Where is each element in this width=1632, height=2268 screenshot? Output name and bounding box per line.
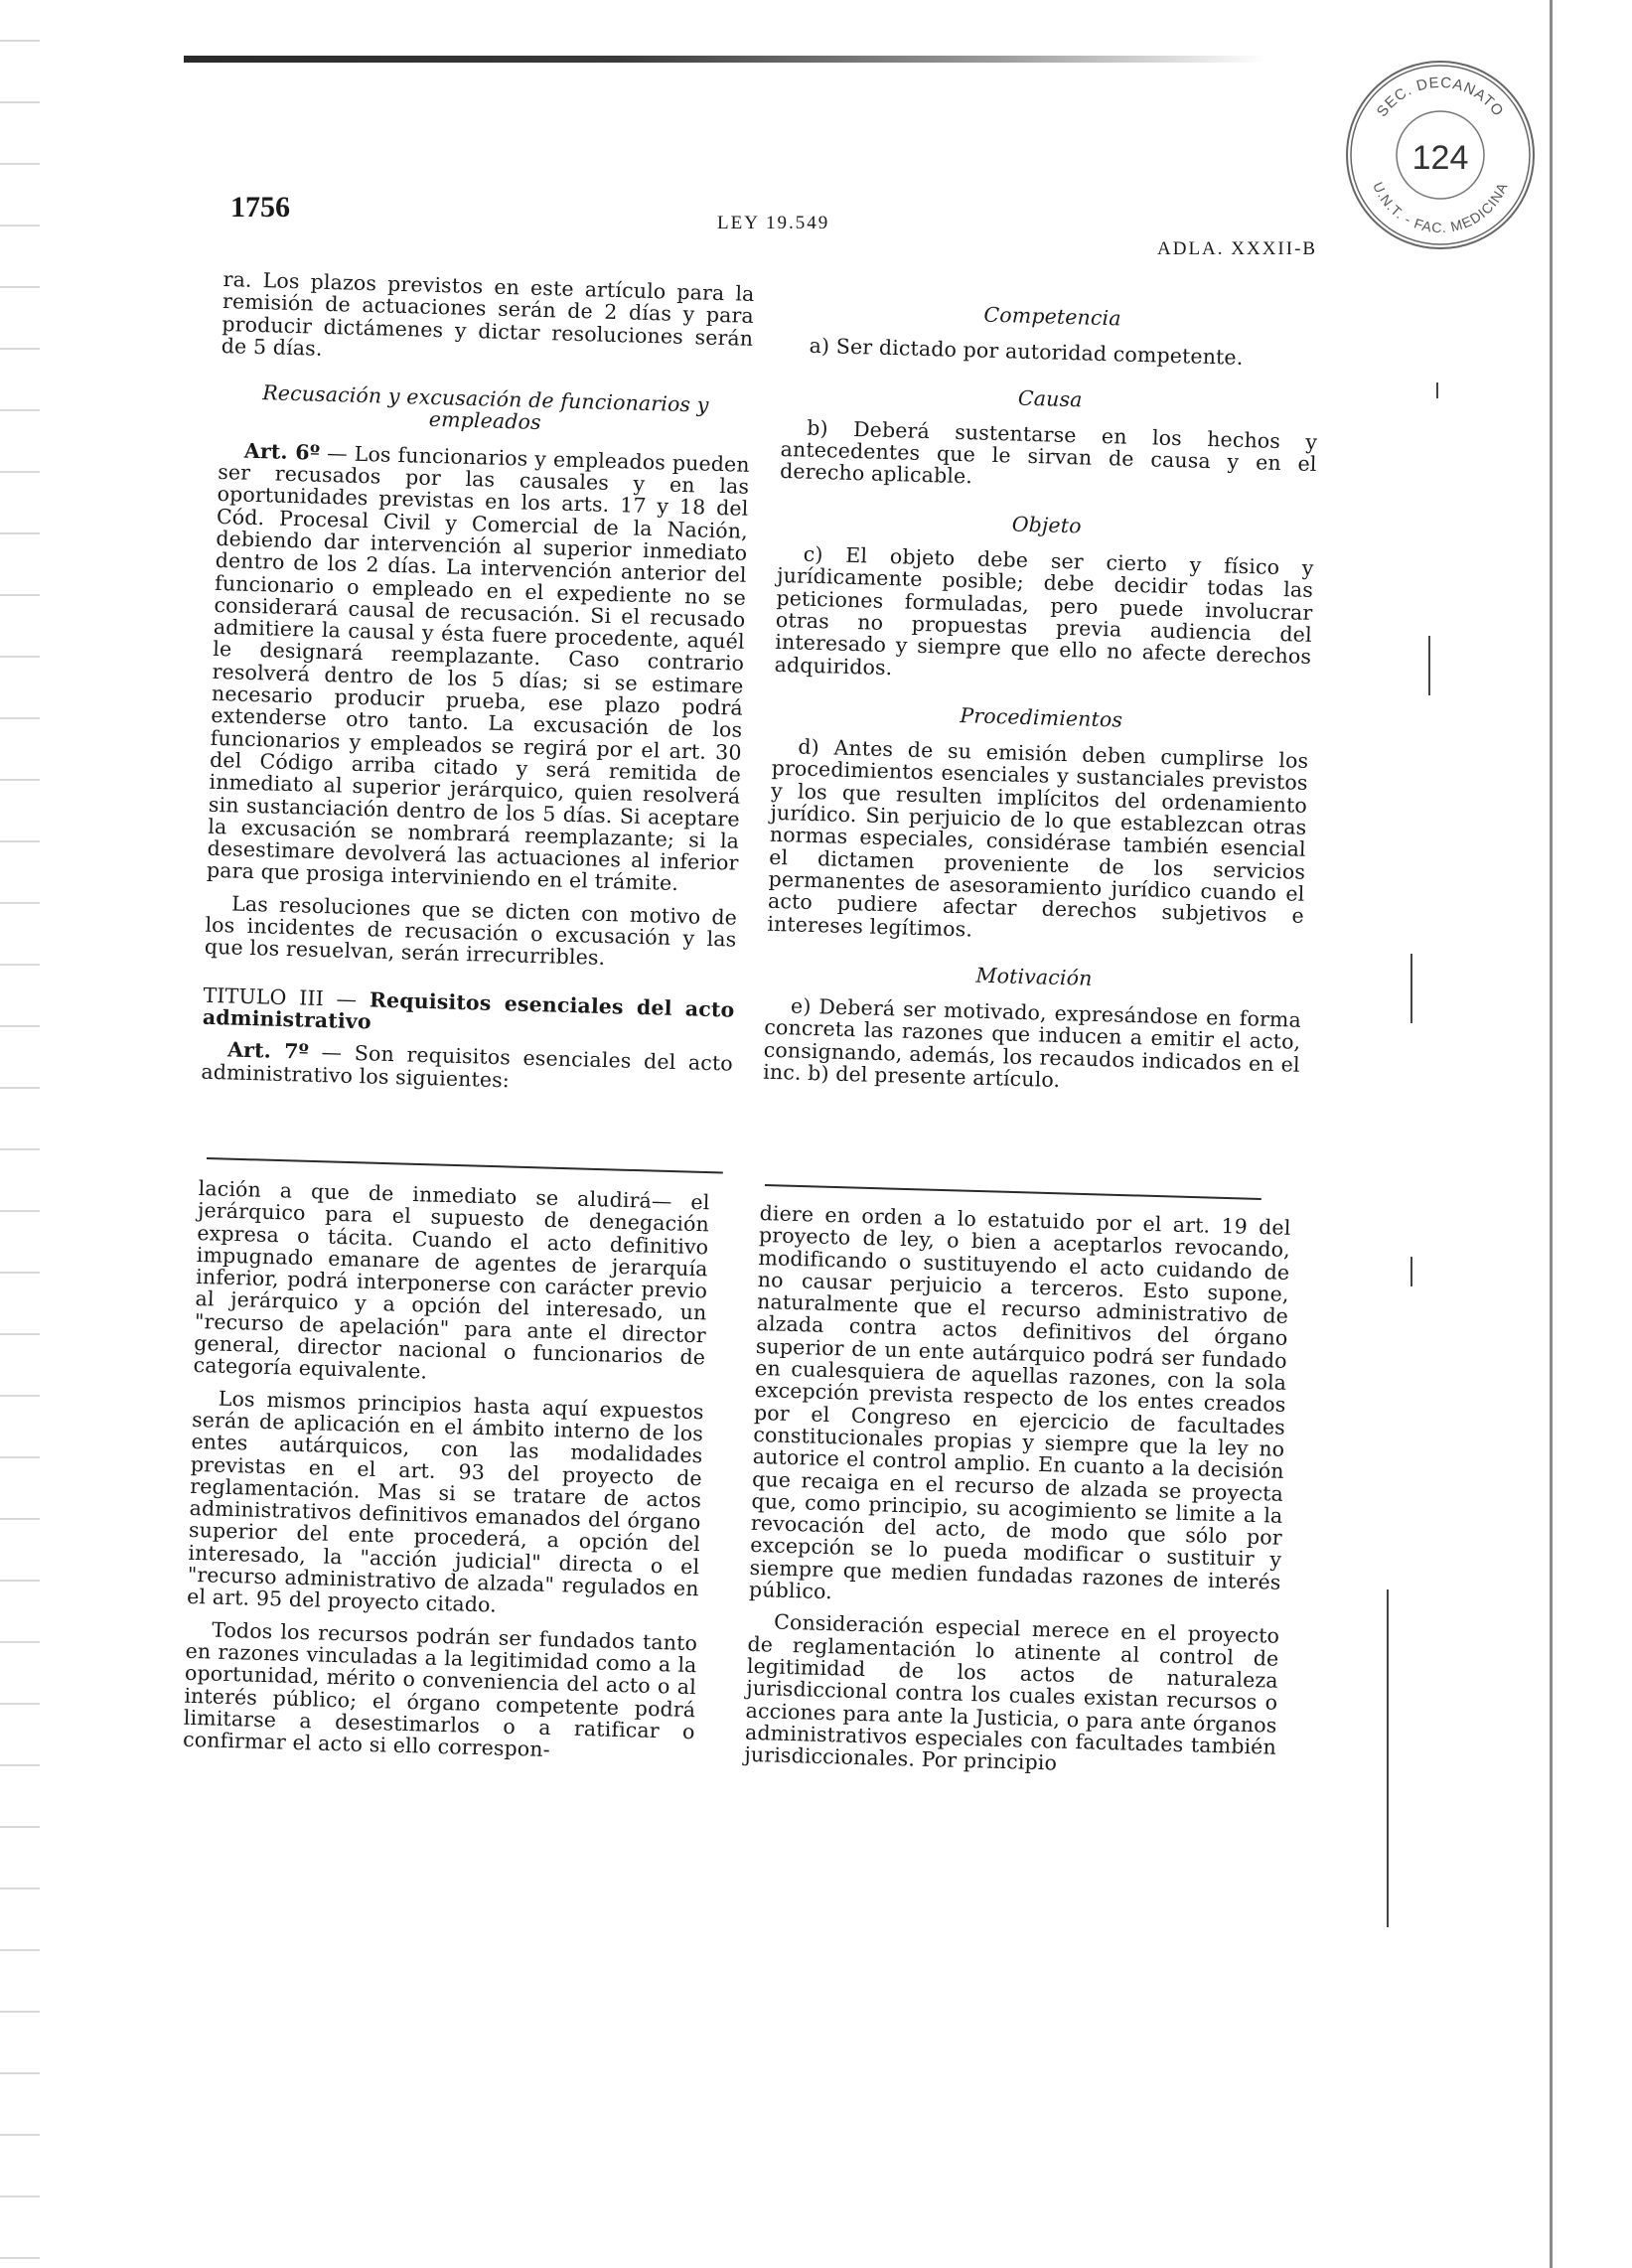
margin-line [1410, 954, 1412, 1023]
page-edge-line [1550, 0, 1553, 2268]
item-c-objeto: c) El objeto debe ser cierto y físico y jurídicamente posible; debe decidir todas las peticiones formuladas, pero puede involucrar otras no propuestas previa audiencia del interesado y siempre que ello no afecte derechos adquiridos. [774, 541, 1314, 680]
running-header-law: LEY 19.549 [717, 213, 830, 233]
stamp-ring-bottom: U.N.T. - FAC. MEDICINA [1370, 179, 1511, 236]
section-title-motivacion: Motivación [975, 963, 1093, 990]
note-paragraph-1: lación a que de inmediato se aludirá— el jerárquico para el supuesto de denegación expresa o tácita. Cuando el acto definitivo impugnado emanare de agentes de jerarquía inferior, podrá interponerse con carácter previo al jerárquico y a opción del interesado, un "recurso de apelación" para ante el director general, director nacional o funcionarios de categoría equivalente. [193, 1176, 710, 1384]
left-column-bottom [183, 1177, 710, 1775]
item-a-competencia: a) Ser dictado por autoridad competente. [809, 334, 1244, 371]
title-iii-heading [203, 983, 735, 1043]
right-column-top [763, 298, 1321, 1108]
note-paragraph-2: Los mismos principios hasta aquí expuestos serán de aplicación en el ámbito interno de los entes autárquicos, con las modalidades previstas en el art. 93 del proyecto de reglamentación. Mas si se tratare de actos administrativos definitivos emanados del órgano superior del ente procederá, a opción del interesado, la "acción judicial" directa o el "recurso administrativo de alzada" regulados en el art. 95 del proyecto citado. [186, 1386, 704, 1617]
note-paragraph-4: diere en orden a lo estatuido por el art. 19 del proyecto de ley, o bien a aceptarlos revocando, modificando o sustituyendo el acto cuidando de no causar perjuicio a terceros. Esto supone, naturalmente que el recurso administrativo de alzada contra actos definitivos del órgano superior de un ente autárquico podrá ser fundado en cualesquiera de aquellas razones, con la sola excepción prevista respecto de los entes creados por el Congreso en ejercicio de facultades constitucionales propias y siempre que la ley no autorice el control amplio. En cuanto a la decisión que recaiga en el recurso de alzada se proyecta que, como principio, su acogimiento se limite a la revocación del acto, de modo que sólo por excepción se lo pueda modificar o sustituir y siempre que medien fundadas razones de interés público. [748, 1201, 1291, 1604]
right-column-bottom [744, 1202, 1291, 1790]
article-6-text: — Los funcionarios y empleados pueden ser recusados por las causales y en las oportunidades previstas en los arts. 17 y 18 del Cód. Procesal Civil y Comercial de la Nación, debiendo dar intervención al superior inmediato dentro de los 2 días. La intervención anterior del funcionario o empleado en el expediente no se considerará causal de recusación. Si el recusado admitiere la causal y ésta fuere procedente, aquél le designará reemplazante. Caso contrario resolverá dentro de los 5 días; si se estimare necesario producir prueba, ese plazo podrá extenderse otro tanto. La excusación de los funcionarios y empleados se regirá por el art. 30 del Código arriba citado y será remitida de inmediato al superior jerárquico, quien resolverá sin sustanciación dentro de los 5 días. Si aceptare la excusación se nombrará reemplazante; si la desestimare devolverá las actuaciones al inferior para que prosiga interviniendo en el trámite. [206, 440, 751, 896]
margin-tick [1410, 1257, 1412, 1286]
divider-right [765, 1184, 1261, 1200]
margin-line [1428, 636, 1430, 695]
divider-left [207, 1157, 723, 1174]
margin-line [1387, 1589, 1389, 1927]
left-column-top [201, 268, 755, 1107]
article-7-text: — Son requisitos esenciales del acto administrativo los siguientes: [201, 1039, 734, 1092]
item-b-causa: b) Deberá sustentarse en los hechos y antecedentes que le sirvan de causa y en el derecho aplicable. [779, 415, 1318, 489]
running-header-reference: ADLA. XXXII-B [1157, 238, 1318, 259]
article-7 [201, 1038, 733, 1098]
title-iii-text: Requisitos esenciales del acto administrativo [202, 987, 735, 1034]
section-title-competencia: Competencia [983, 302, 1122, 331]
title-iii-lead: TITULO III — [203, 983, 371, 1011]
margin-tick [1436, 382, 1438, 398]
note-paragraph-5: Consideración especial merece en el proyecto de reglamentación lo atinente al control de legitimidad de los actos de naturaleza jurisdiccional contra los cuales existan recursos o acciones para ante la Justicia, o para ante órganos administrativos especiales con facultades también jurisdiccionales. Por principio [744, 1609, 1280, 1775]
note-paragraph-3: Todos los recursos podrán ser fundados tanto en razones vinculadas a la legitimidad como a la oportunidad, mérito o conveniencia del acto o al interés público; el órgano competente podrá limitarse a desestimarlos o a ratificar o confirmar el acto si ello correspon- [182, 1617, 698, 1762]
section-title-procedimientos: Procedimientos [960, 702, 1123, 732]
page-number: 1756 [230, 191, 290, 224]
section-title-objeto: Objeto [1011, 512, 1083, 538]
stamp-number: 124 [1411, 139, 1469, 177]
section-title-causa: Causa [1017, 385, 1083, 411]
faculty-stamp [1343, 58, 1538, 252]
top-rule [184, 56, 1266, 63]
article-6 [207, 439, 750, 897]
item-e-motivacion: e) Deberá ser motivado, expresándose en forma concreta las razones que inducen a emitir el acto, consignando, además, los recaudos indicados en el inc. b) del presente artículo. [762, 993, 1302, 1093]
article-7-label: Art. 7º [226, 1037, 310, 1064]
section-title-recusacion: Recusación y excusación de funcionarios y empleados [261, 380, 709, 435]
binding-edge [0, 0, 40, 2268]
stamp-ring-top: SEC. DECANATO [1373, 74, 1508, 120]
article-6-label: Art. 6º [243, 438, 321, 465]
item-d-procedimientos: d) Antes de su emisión deben cumplirse los procedimientos esenciales y sustanciales previstos y los que resulten implícitos del ordenamiento jurídico. Sin perjuicio de lo que establezcan otras normas especiales, considérase también esencial el dictamen proveniente de los servicios permanentes de asesoramiento jurídico cuando el acto pudiere afectar derechos subjetivos e intereses legítimos. [767, 734, 1309, 942]
svg-text:SEC. DECANATO [1374, 75, 1507, 120]
svg-text:U.N.T. - FAC. MEDICINA [1370, 180, 1511, 235]
paragraph-resoluciones: Las resoluciones que se dicten con motivo de los incidentes de recusación o excusación y las que los resuelvan, serán irrecurribles. [204, 891, 738, 971]
paragraph-intro: ra. Los plazos previstos en este artículo para la remisión de actuaciones serán de 2 días y para producir dictámenes y dictar resoluciones serán de 5 días. [221, 267, 755, 361]
